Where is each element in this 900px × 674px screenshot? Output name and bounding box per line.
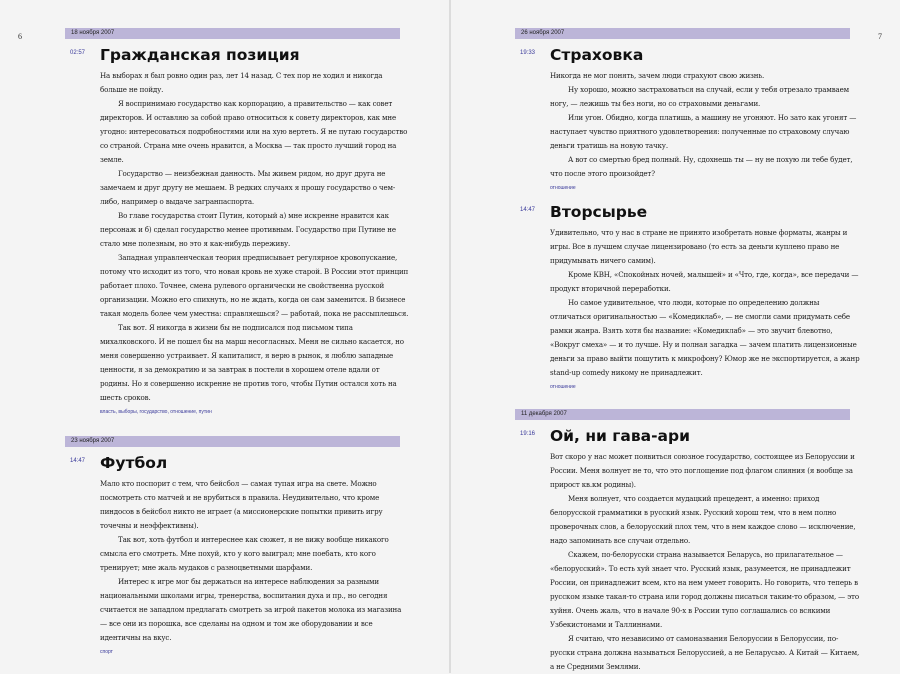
tag-link[interactable]: путин — [198, 409, 212, 415]
paragraph: На выборах я был ровно один раз, лет 14 назад. С тех пор не ходил и никогда больше не пойду. — [100, 71, 383, 94]
date-header: 23 ноября 2007 — [65, 436, 400, 447]
post-time[interactable]: 19:33 — [520, 50, 536, 56]
paragraph: А вот со смертью бред полный. Ну, сдохнешь ты — ну не похую ли тебе будет, что после этого произойдет? — [550, 155, 853, 178]
paragraph: Но самое удивительное, что люди, которые по определению должны отличаться оригинальностью — «Комедиклаб», — не смогли сами придумать себе рамки жанра. Взять хотя бы название: «Комедиклаб» — это звучит блевотно, «Вокруг смеха» — и то лучше. Ну и полная загадка — зачем платить лицензионные деньги за право выйти пошутить к микрофону? Юмор же не экспортируется, а жанр stand-up comedy никому не принадлежит. — [550, 298, 860, 377]
post-entry — [520, 425, 860, 674]
post-tags — [100, 648, 410, 656]
post-time[interactable]: 14:47 — [520, 207, 536, 213]
post-body — [550, 226, 860, 380]
date-header: 26 ноября 2007 — [515, 28, 850, 39]
post-time[interactable]: 14:47 — [70, 458, 86, 464]
post-entry — [70, 44, 410, 416]
post-title[interactable]: Гражданская позиция — [100, 46, 300, 64]
post-tags: власть, выборы, государство, отношение, путин — [100, 409, 212, 415]
paragraph: Кроме КВН, «Спокойных ночей, малышей» и «Что, где, когда», все передачи — продукт вторичной переработки. — [550, 270, 859, 293]
tag-link[interactable]: отношение — [170, 409, 196, 415]
paragraph: Интерес к игре мог бы держаться на интересе наблюдения за разными национальными школами игры, тренерства, воспитания духа и пр., но сегодня считается не западлом предлагать смотреть за игрой пакетов молока из магазина — все они из порошка, все сделаны на одном и том же оборудовании и все идентичны на вкус. — [100, 577, 402, 642]
post-body — [550, 69, 860, 181]
paragraph: Западная управленческая теория предписывает регулярное кровопускание, потому что исходит из того, что новая кровь не хуже старой. В России этот принцип работает плохо. Точнее, смена рулевого органически не свойственна русской организации. Можно его спихнуть, но не ждать, когда он сам заменится. В бизнесе такая модель более чем уместна: справляешься? — работай, пока не рассыплешься. — [100, 253, 409, 318]
paragraph: Скажем, по-белорусски страна называется Беларусь, но прилагательное — «белорусский». То есть хуй знает что. Русский язык, разумеется, не принадлежит России, он принадлежит всем, кто на нем умеет говорить. Но говорить, что теперь в русском языке такая-то страна или город должны писаться таким-то образом, — это хуйня. Очень жаль, что в начале 90-х в России тупо соглашались со всякими Узбекистонами и Таллиннами. — [550, 550, 859, 629]
tag-link[interactable]: выборы — [118, 409, 137, 415]
post-entry — [70, 452, 410, 656]
tag-link[interactable]: государство — [139, 409, 168, 415]
date-header: 11 декабря 2007 — [515, 409, 850, 420]
paragraph: Во главе государства стоит Путин, который а) мне искренне нравится как персонаж и б) сделал государство менее противным. Государство при Путине не стало мне полезным, но это я как-нибудь переживу. — [100, 211, 396, 248]
post-entry — [520, 201, 860, 391]
paragraph: Ну хорошо, можно застраховаться на случай, если у тебя отрезало трамваем ногу, — лежишь ты без ноги, но со страховыми деньгами. — [550, 85, 850, 108]
page-number: 7 — [878, 32, 882, 41]
tag-link[interactable]: спорт — [100, 649, 113, 655]
post-body — [100, 69, 410, 405]
left-page — [0, 0, 449, 673]
post-entry — [520, 44, 860, 192]
paragraph: Удивительно, что у нас в стране не принято изобретать новые форматы, жанры и игры. Все в лучшем случае лицензировано (то есть за деньги куплено право не придумывать ничего самим). — [550, 228, 848, 265]
post-title[interactable]: Ой, ни гава-ари — [550, 427, 690, 445]
post-title[interactable]: Страховка — [550, 46, 644, 64]
post-tags — [550, 184, 860, 192]
paragraph: Мало кто поспорит с тем, что бейсбол — самая тупая игра на свете. Можно посмотреть сто матчей и не врубиться в правила. Неудивительно, что кроме пиндосов в бейсбол никто не играет (а миссионерские попытки привить игру точечны и неэффективны). — [100, 479, 383, 530]
post-tags — [550, 383, 860, 391]
paragraph: Никогда не мог понять, зачем люди страхуют свою жизнь. — [550, 71, 765, 80]
post-body — [100, 477, 410, 645]
page-number: 6 — [18, 32, 22, 41]
paragraph: Так вот, хоть футбол и интереснее как сюжет, я не вижу вообще никакого смысла его смотреть. Мне похуй, кто у кого выиграл; мне поебать, кто кого тренирует; мне жаль мудаков с разноцветными шарфами. — [100, 535, 389, 572]
paragraph: Государство — неизбежная данность. Мы живем рядом, но друг друга не замечаем и друг другу не мешаем. В редких случаях я прошу государство о чем-либо, например о выдаче загранпаспорта. — [100, 169, 396, 206]
post-title[interactable]: Футбол — [100, 454, 168, 472]
post-time[interactable]: 02:57 — [70, 50, 86, 56]
paragraph: Меня волнует, что создается мудацкий прецедент, а именно: приход белорусской грамматики в русский язык. Русский хорош тем, что в нем полно проверочных слов, а белорусский плох тем, что в нем каждое слово — исключение, надо запоминать все случаи отдельно. — [550, 494, 856, 545]
paragraph: Я считаю, что независимо от самоназвания Белоруссии в Белоруссии, по-русски страна должна называться Белоруссией, а не Беларусью. А Китай — Китаем, а не Средними Землями. — [550, 634, 860, 671]
tag-link[interactable]: отношение — [550, 384, 576, 390]
post-time[interactable]: 19:16 — [520, 431, 536, 437]
paragraph: Так вот. Я никогда в жизни бы не подписался под письмом типа михалковского. И не пошел бы на марш несогласных. Меня не сильно касается, но меня совершенно устраивает. Я капиталист, я верю в рынок, я люблю западные ценности, я за демократию и за завтрак в постели в хорошем отеле вдали от родины. Но я совершенно искренне не против того, чтобы Путин остался хоть на шесть сроков. — [100, 323, 404, 402]
date-header: 18 ноября 2007 — [65, 28, 400, 39]
paragraph: Вот скоро у нас может появиться союзное государство, состоящее из Белоруссии и России. Меня волнует не то, что это поглощение под флагом слияния (я вообще за прирост кв.км родины). — [550, 452, 855, 489]
tag-link[interactable]: власть — [100, 409, 116, 415]
tag-link[interactable]: отношение — [550, 185, 576, 191]
paragraph: Я воспринимаю государство как корпорацию, а правительство — как совет директоров. И оставляю за собой право относиться к совету директоров, как мне угодно: интересоваться подробностями или на хую вертеть. Я не путаю государство со страной. Страна мне очень нравится, а Москва — так просто лучший город на земле. — [100, 99, 408, 164]
post-body — [550, 450, 860, 674]
post-title[interactable]: Вторсырье — [550, 203, 648, 221]
paragraph: Или угон. Обидно, когда платишь, а машину не угоняют. Но зато как угонят — наступает чувство приятного удовлетворения: полученные по страховому случаю деньги тратишь на новую тачку. — [550, 113, 857, 150]
